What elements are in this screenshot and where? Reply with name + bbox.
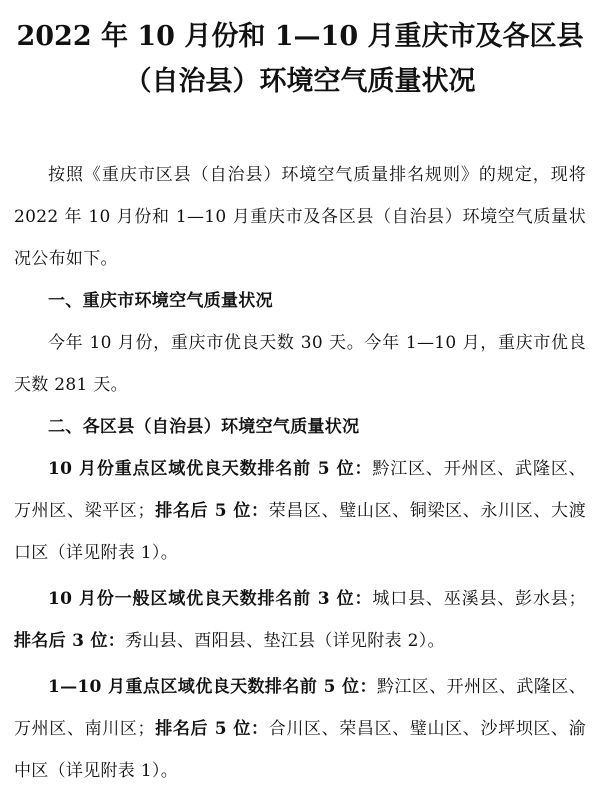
ranking-paragraph-2	[14, 578, 586, 662]
ranking-3-bottom-label: 排名后 5 位：	[154, 719, 269, 739]
ranking-paragraph-3	[14, 666, 586, 792]
section-1-body: 今年 10 月份，重庆市优良天数 30 天。今年 1—10 月，重庆市优良天数 281 天。	[14, 333, 586, 395]
ranking-1-bottom-label: 排名后 5 位：	[154, 501, 269, 521]
ranking-2-bottom-label: 排名后 3 位：	[14, 631, 126, 651]
ranking-3-top-label: 1—10 月重点区域优良天数排名前 5 位：	[48, 677, 377, 697]
ranking-1-top-label: 10 月份重点区域优良天数排名前 5 位：	[48, 459, 373, 479]
ranking-paragraph-1	[14, 448, 586, 574]
document-title	[14, 14, 586, 104]
section-1-heading: 一、重庆市环境空气质量状况	[48, 291, 273, 311]
ranking-3-top-list: 黔江区、开州区、武隆区、万州区、南川区；	[14, 677, 586, 739]
title-line-2: （自治县）环境空气质量状况	[124, 66, 476, 97]
ranking-3-bottom-list: 合川区、荣昌区、璧山区、沙坪坝区、渝中区（详见附表 1）。	[14, 719, 586, 781]
intro-paragraph: 按照《重庆市区县（自治县）环境空气质量排名规则》的规定，现将 2022 年 10 月份和 1—10 月重庆市及各区县（自治县）环境空气质量状况公布如下。	[14, 165, 586, 269]
title-line-1: 2022 年 10 月份和 1—10 月重庆市及各区县	[16, 21, 584, 52]
ranking-2-bottom-list: 秀山县、酉阳县、垫江县（详见附表 2）。	[125, 631, 445, 651]
ranking-2-top-label: 10 月份一般区域优良天数排名前 3 位：	[48, 589, 373, 609]
section-2-heading: 二、各区县（自治县）环境空气质量状况	[48, 417, 360, 437]
ranking-1-top-list: 黔江区、开州区、武隆区、万州区、梁平区；	[14, 459, 586, 521]
ranking-1-bottom-list: 荣昌区、璧山区、铜梁区、永川区、大渡口区（详见附表 1）。	[14, 501, 586, 563]
ranking-2-top-list: 城口县、巫溪县、彭水县；	[372, 589, 586, 609]
title-spacer	[14, 104, 586, 154]
